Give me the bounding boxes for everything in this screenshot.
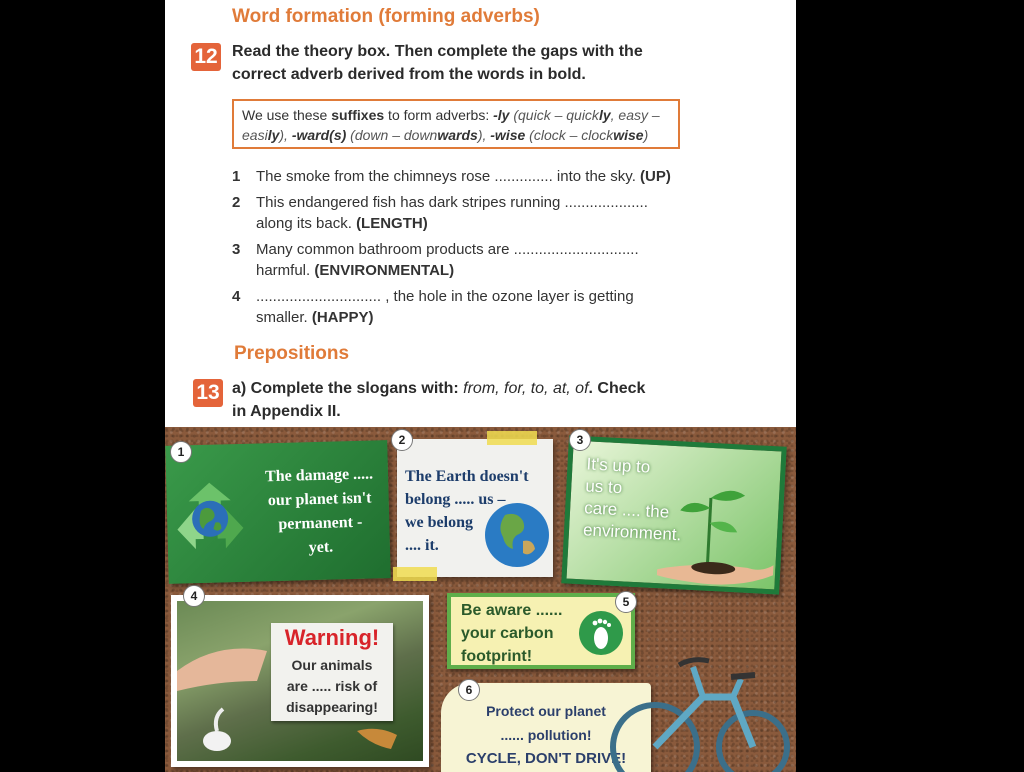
bicycle-icon [603,637,795,772]
slogan-line: belong ..... us – [405,491,506,508]
recycle-globe-icon [172,478,248,554]
seedling-in-hand-icon [656,465,782,589]
instruction-words: from, for, to, at, of [463,380,589,397]
theory-text: wards [437,127,478,143]
poster-3 [561,435,786,594]
instruction-line: correct adverb derived from the words in bold. [232,66,586,83]
item-number: 4 [232,288,241,305]
item-number: 2 [232,194,241,211]
slogan-line: footprint! [461,648,533,665]
theory-text: suffixes [331,107,385,123]
slogan-line: we belong [405,514,473,531]
slogan-line: yet. [308,538,334,557]
slogan-line: your carbon [461,625,554,642]
poster-5-text [461,599,562,668]
theory-text: -wise [490,127,526,143]
theory-text: ) [643,127,649,143]
item-text: along its back. [256,215,357,232]
slogan-line: .... it. [405,537,439,554]
slogan-line: our planet isn't [267,489,372,510]
theory-text: ly [598,107,611,123]
theory-text: ly [267,127,280,143]
poster-4 [171,595,429,767]
slogan-line: CYCLE, DON'T DRIVE! [465,750,627,767]
item-keyword: (ENVIRONMENTAL) [314,262,455,279]
poster-number: 2 [391,429,413,451]
slogan-line: Protect our planet [486,703,606,719]
poster-2 [397,439,553,577]
poster-1-text [256,462,384,561]
item-text: The smoke from the chimneys rose .............. into the sky. [256,168,641,185]
slogan-line: It's up to [586,454,651,477]
slogan-line: permanent - [278,513,363,533]
theory-text: easi [242,127,268,143]
exercise-13-instructions [232,377,645,423]
theory-text: -ward(s) [291,127,347,143]
item-text: This endangered fish has dark stripes running .................... [256,194,648,211]
tape [393,567,437,581]
theory-text: -ly [493,107,510,123]
theory-text: , easy – [610,107,660,123]
item-keyword: (UP) [640,168,671,185]
poster-2-text [405,465,555,557]
item-text: .............................. , the hole in the ozone layer is getting [256,288,634,305]
slogan-line: us to [584,476,623,498]
slogan-line: ...... pollution! [500,727,592,743]
theory-text: (down – down [346,127,438,143]
theory-text: ), [477,127,491,143]
warning-title: Warning! [284,625,380,650]
theory-text: (clock – clock [525,127,614,143]
item-number: 3 [232,241,241,258]
poster-number: 5 [615,591,637,613]
textbook-page [165,0,796,772]
instruction-text: a) Complete the slogans with: [232,380,464,397]
slogan-line: care .... the [583,498,670,522]
poster-number: 1 [170,441,192,463]
theory-text: to form adverbs: [384,107,494,123]
poster-1 [165,440,391,584]
poster-4-text [271,655,393,718]
item-number: 1 [232,168,241,185]
exercise-12-instructions [232,40,643,86]
section-title-word-formation: Word formation (forming adverbs) [232,6,540,27]
slogan-line: The damage ..... [264,465,374,486]
theory-text: wise [613,127,644,143]
section-title-prepositions: Prepositions [234,343,350,364]
item-text: harmful. [256,262,315,279]
slogan-line: environment. [582,520,682,545]
item-keyword: (HAPPY) [311,309,374,326]
item-text: smaller. [256,309,312,326]
slogan-line: Be aware ...... [461,602,563,619]
exercise-number-12: 12 [191,43,221,71]
slogan-line: are ..... risk of [286,678,378,694]
tape [487,431,537,445]
cork-board [165,427,796,772]
poster-number: 3 [569,429,591,451]
warning-sign [271,623,393,721]
slogan-line: disappearing! [286,699,378,715]
item-text: Many common bathroom products are .............................. [256,241,639,258]
slogan-line: Our animals [291,657,373,673]
instruction-line: in Appendix II. [232,403,341,420]
theory-text: ), [279,127,292,143]
instruction-text: . Check [588,380,646,397]
item-keyword: (LENGTH) [356,215,428,232]
theory-box [232,99,680,149]
theory-text: We use these [242,107,332,123]
instruction-line: Read the theory box. Then complete the gaps with the [232,43,643,60]
poster-number: 6 [458,679,480,701]
exercise-number-13: 13 [193,379,223,407]
slogan-line: The Earth doesn't [405,468,529,485]
theory-text: (quick – quick [509,107,599,123]
poster-number: 4 [183,585,205,607]
